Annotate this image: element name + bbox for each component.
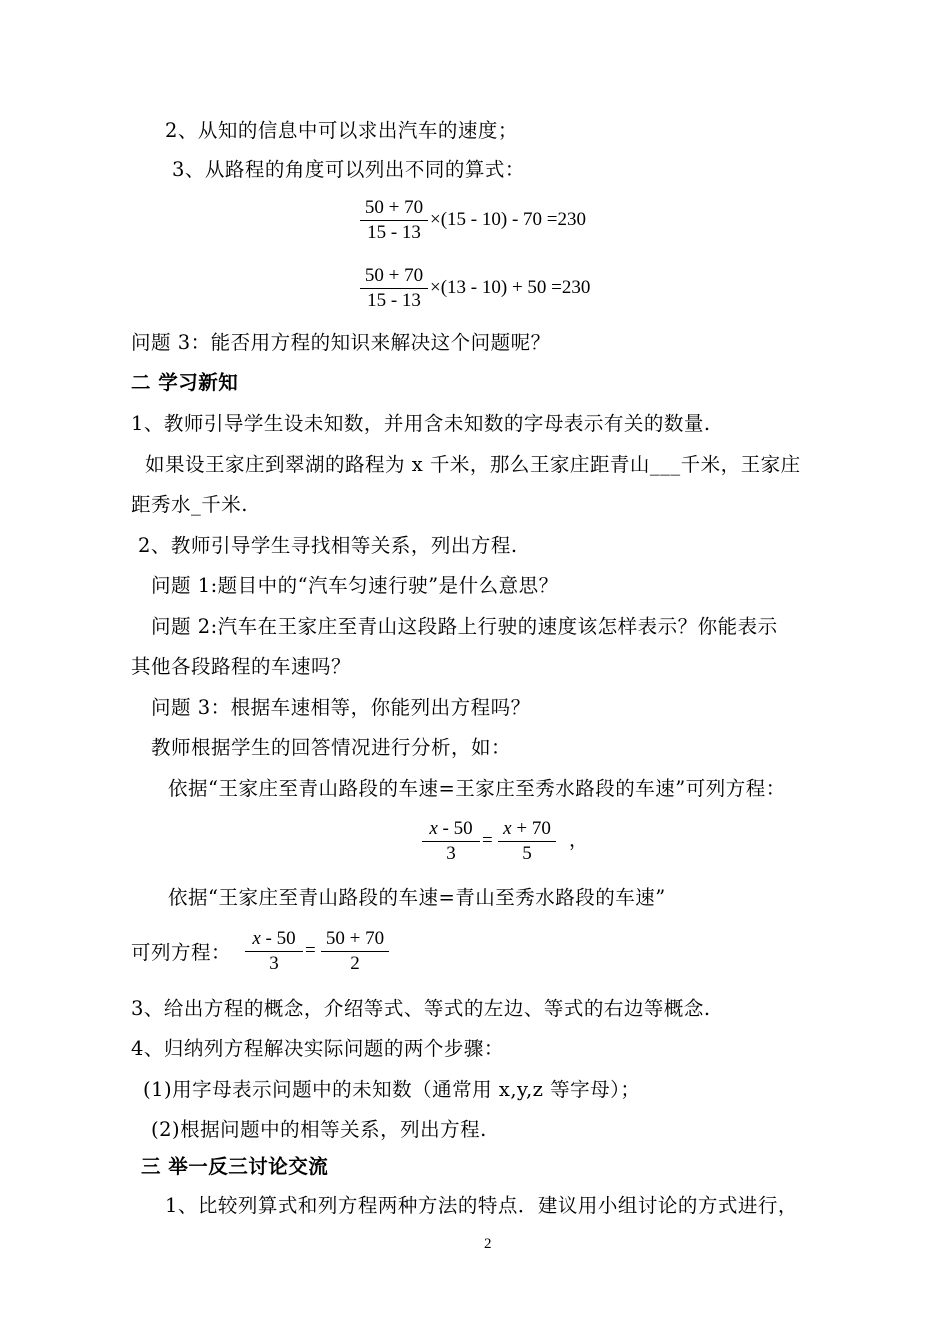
reasoning-line-3: 3、从路程的角度可以列出不同的算式： bbox=[172, 158, 525, 181]
basis-2: 依据“王家庄至青山路段的车速=青山至秀水路段的车速” bbox=[168, 886, 666, 909]
step-3: 3、给出方程的概念，介绍等式、等式的左边、等式的右边等概念. bbox=[131, 997, 711, 1020]
equation-1-left-denominator: 3 bbox=[446, 843, 456, 864]
reasoning-line-2: 2、从知的信息中可以求出汽车的速度； bbox=[165, 119, 518, 142]
formula-1-denominator: 15 - 13 bbox=[367, 222, 421, 243]
equation-1-right-denominator: 5 bbox=[522, 843, 532, 864]
step-4: 4、归纳列方程解决实际问题的两个步骤： bbox=[131, 1037, 504, 1060]
step-2: 2、教师引导学生寻找相等关系，列出方程. bbox=[138, 534, 518, 557]
page-number: 2 bbox=[484, 1236, 492, 1252]
step-1-detail-a: 如果设王家庄到翠湖的路程为 x 千米，那么王家庄距青山___千米，王家庄 bbox=[145, 453, 801, 476]
step-4-item-1: (1)用字母表示问题中的未知数（通常用 x,y,z 等字母）； bbox=[143, 1078, 641, 1101]
step-1-detail-b: 距秀水_千米. bbox=[131, 493, 248, 516]
basis-1: 依据“王家庄至青山路段的车速=王家庄至秀水路段的车速”可列方程： bbox=[168, 777, 786, 800]
question-3: 问题 3：根据车速相等，你能列出方程吗？ bbox=[151, 696, 531, 719]
section-heading-3: 三 举一反三讨论交流 bbox=[141, 1155, 329, 1178]
teacher-analysis: 教师根据学生的回答情况进行分析，如： bbox=[151, 736, 512, 759]
equation-2-equals: = bbox=[305, 940, 316, 961]
step-1: 1、教师引导学生设未知数，并用含未知数的字母表示有关的数量. bbox=[131, 412, 711, 435]
equation-1-left-numerator: x - 50 bbox=[429, 818, 473, 839]
equation-2-right-denominator: 2 bbox=[350, 953, 360, 974]
question-2-b: 其他各段路程的车速吗？ bbox=[131, 655, 352, 678]
formula-1-tail: ×(15 - 10) - 70 =230 bbox=[430, 209, 586, 230]
formula-1-numerator: 50 + 70 bbox=[364, 197, 424, 218]
equation-1-right-numerator: x + 70 bbox=[503, 818, 551, 839]
formula-2-tail: ×(13 - 10) + 50 =230 bbox=[430, 277, 591, 298]
formula-2-numerator: 50 + 70 bbox=[364, 265, 424, 286]
equation-1-equals: = bbox=[482, 830, 493, 851]
step-4-item-2: (2)根据问题中的相等关系，列出方程. bbox=[151, 1118, 487, 1141]
question-1: 问题 1:题目中的“汽车匀速行驶”是什么意思？ bbox=[151, 574, 559, 597]
discussion-1: 1、比较列算式和列方程两种方法的特点．建议用小组讨论的方式进行， bbox=[165, 1194, 798, 1217]
equation-1-comma: ， bbox=[569, 830, 589, 851]
equation-2-label: 可列方程： bbox=[131, 941, 232, 964]
formula-2-denominator: 15 - 13 bbox=[367, 290, 421, 311]
question-3-intro: 问题 3：能否用方程的知识来解决这个问题呢？ bbox=[131, 331, 551, 354]
equation-2-left-numerator: x - 50 bbox=[252, 928, 296, 949]
equation-2-right-numerator: 50 + 70 bbox=[325, 928, 385, 949]
equation-2-left-denominator: 3 bbox=[269, 953, 279, 974]
question-2-a: 问题 2:汽车在王家庄至青山这段路上行驶的速度该怎样表示？你能表示 bbox=[151, 615, 778, 638]
section-heading-2: 二 学习新知 bbox=[131, 371, 239, 394]
